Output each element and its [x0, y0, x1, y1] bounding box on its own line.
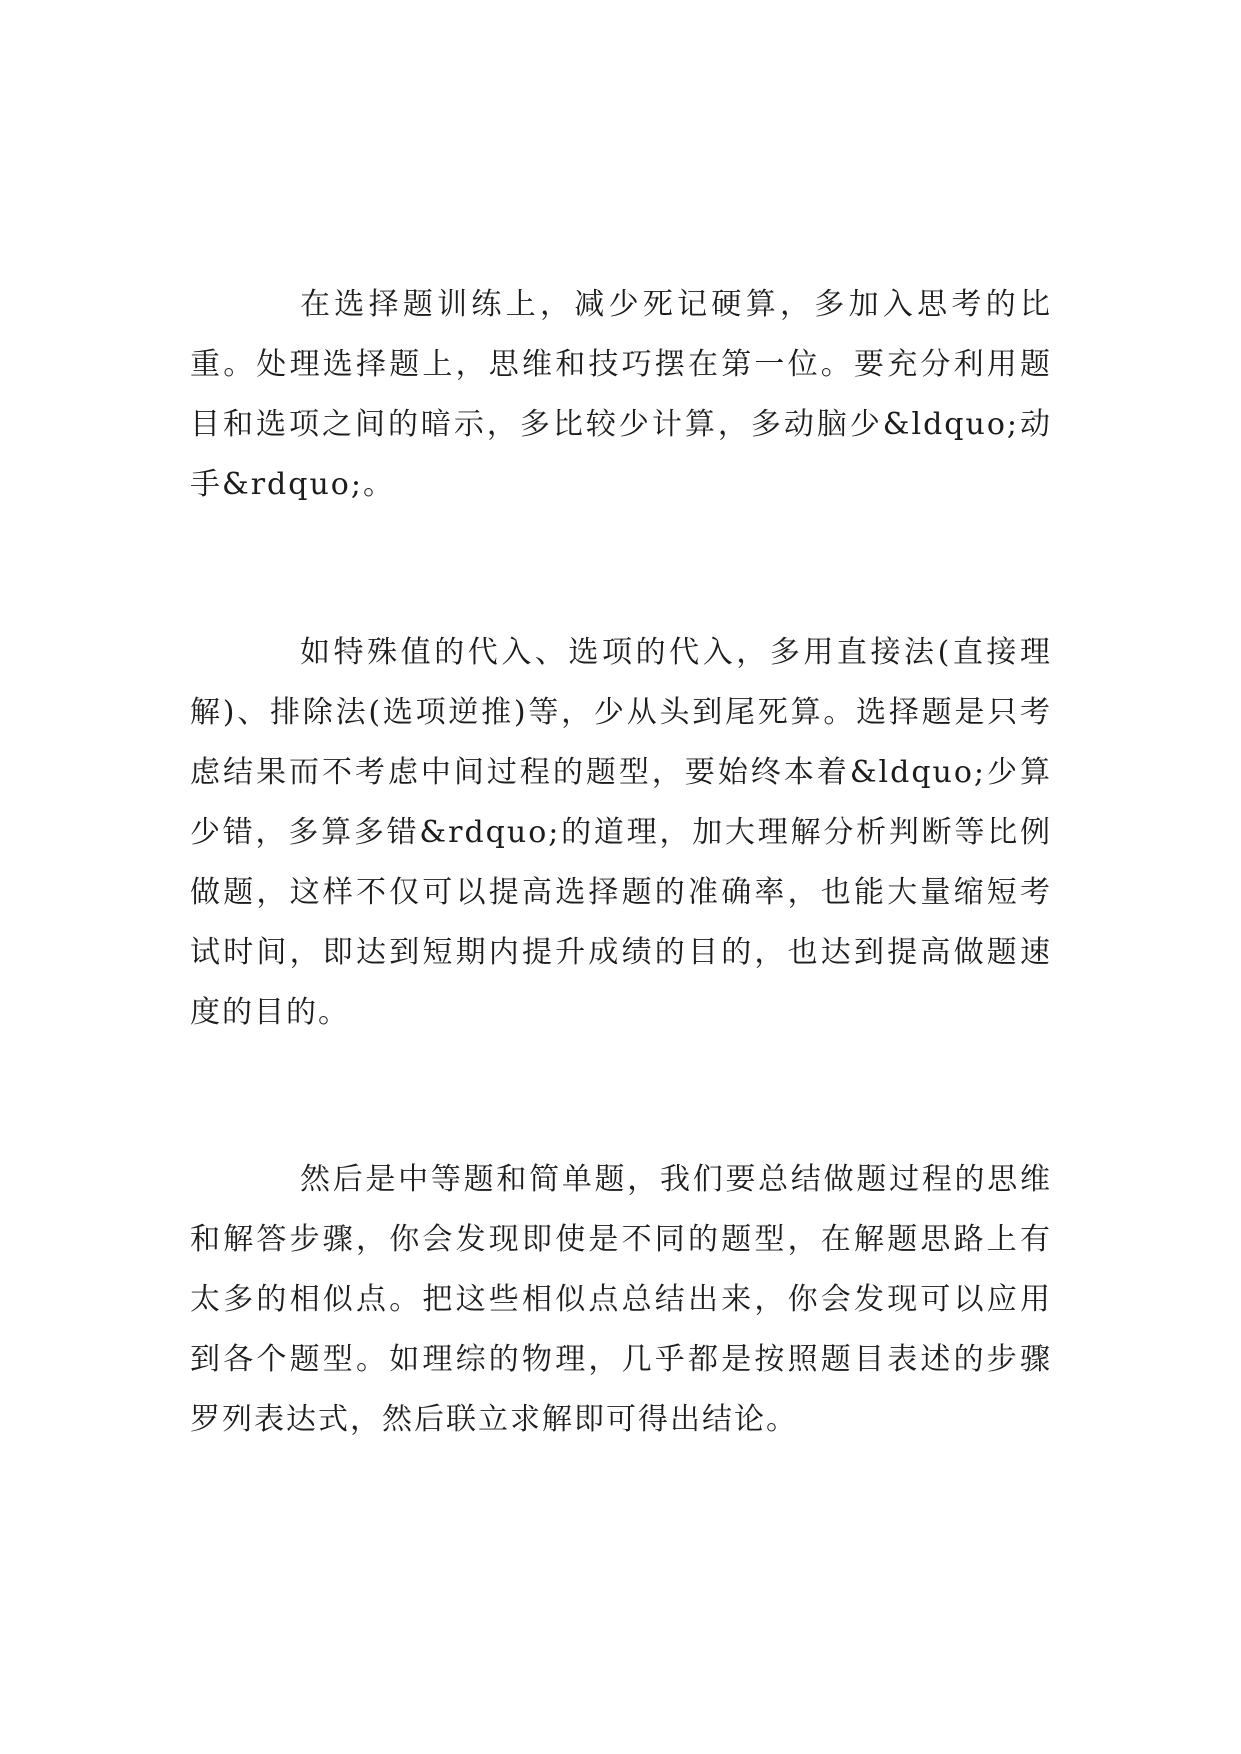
paragraph-1: 在选择题训练上，减少死记硬算，多加入思考的比重。处理选择题上，思维和技巧摆在第一位。要充分利用题目和选项之间的暗示，多比较少计算，多动脑少&ldquo;动手&rdquo;。	[190, 287, 1052, 502]
paragraph-2: 如特殊值的代入、选项的代入，多用直接法(直接理解)、排除法(选项逆推)等，少从头到尾死算。选择题是只考虑结果而不考虑中间过程的题型，要始终本着&ldquo;少算少错，多算多错&rdquo;的道理，加大理解分析判断等比例做题，这样不仅可以提高选择题的准确率，也能大量缩短考试时间，即达到短期内提升成绩的目的，也达到提高做题速度的目的。	[190, 635, 1052, 1030]
paragraph-3: 然后是中等题和简单题，我们要总结做题过程的思维和解答步骤，你会发现即使是不同的题型，在解题思路上有太多的相似点。把这些相似点总结出来，你会发现可以应用到各个题型。如理综的物理，几乎都是按照题目表述的步骤罗列表达式，然后联立求解即可得出结论。	[190, 1162, 1052, 1437]
